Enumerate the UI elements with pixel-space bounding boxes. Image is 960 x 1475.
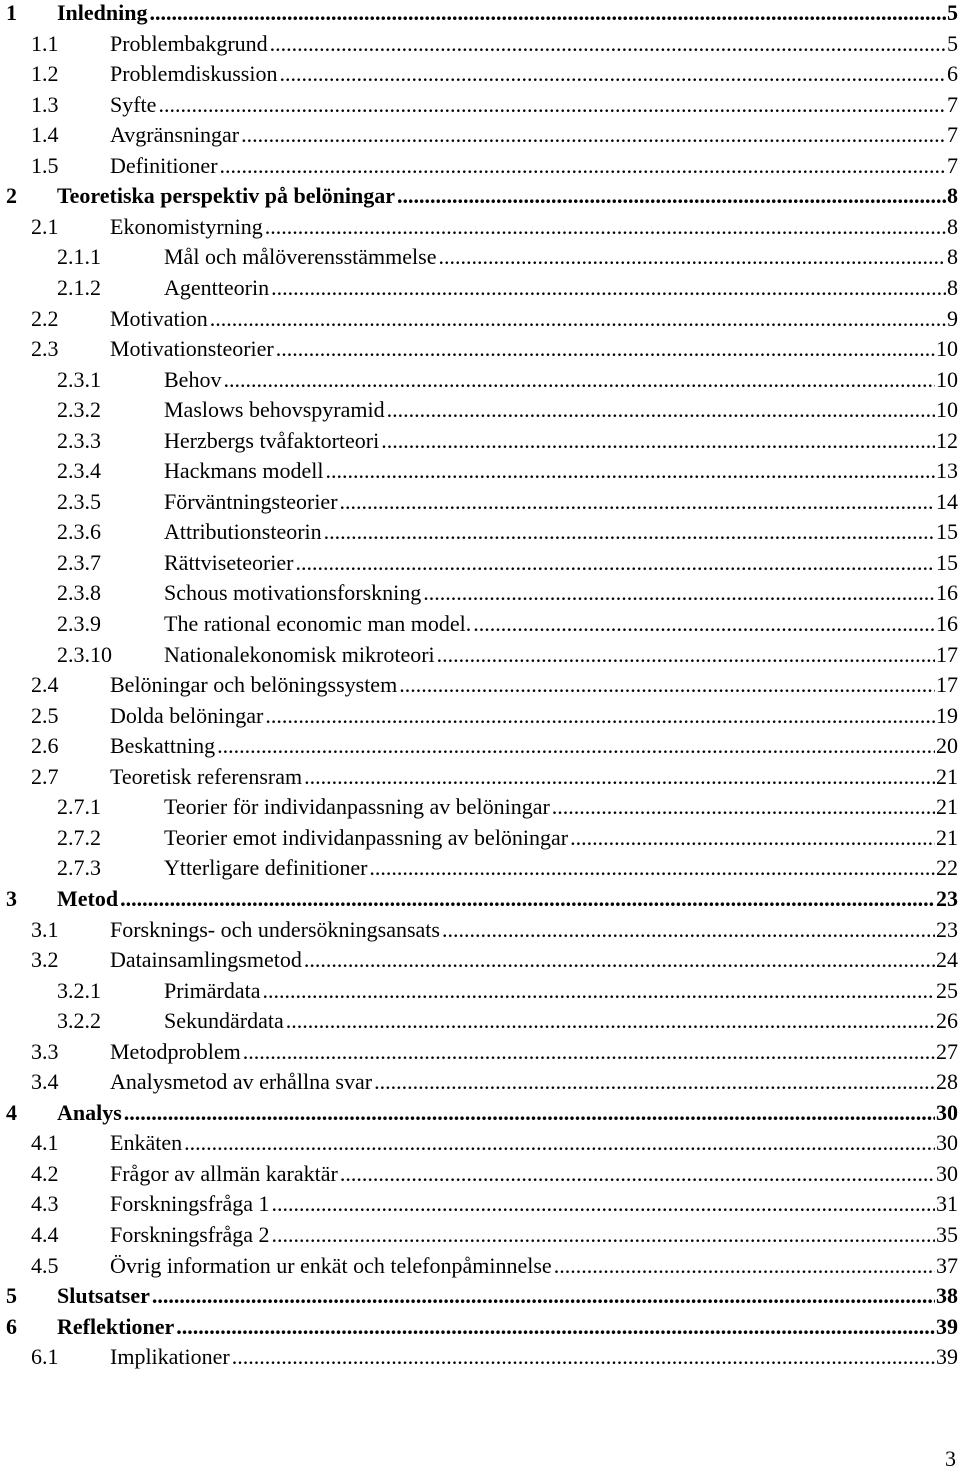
toc-entry-title: Datainsamlingsmetod (110, 947, 302, 973)
toc-entry[interactable] (0, 611, 958, 641)
toc-entry-page: 10 (936, 397, 958, 423)
dot-leader (381, 428, 935, 454)
dot-leader (399, 672, 935, 698)
toc-entry-title: Hackmans modell (164, 458, 324, 484)
toc-entry-title: Forsknings- och undersökningsansats (110, 916, 440, 942)
toc-entry-title: Rättviseteorier (164, 549, 294, 575)
toc-entry-number: 2.4 (31, 672, 59, 698)
dot-leader (270, 31, 946, 57)
toc-entry[interactable] (0, 733, 958, 763)
toc-entry-title: Övrig information ur enkät och telefonpåminnelse (110, 1252, 552, 1278)
toc-entry-title: Analys (57, 1099, 122, 1125)
dot-leader (304, 947, 935, 973)
dot-leader (152, 1283, 935, 1309)
toc-entry-page: 30 (936, 1160, 958, 1186)
toc-entry-page: 7 (947, 122, 958, 148)
toc-entry-title: Motivationsteorier (110, 336, 274, 362)
toc-entry-page: 22 (936, 855, 958, 881)
toc-entry-page: 15 (936, 519, 958, 545)
dot-leader (263, 978, 935, 1004)
toc-entry-title: Ekonomistyrning (110, 213, 263, 239)
toc-entry-number: 2.3.8 (57, 580, 101, 606)
toc-entry-title: Problemdiskussion (110, 61, 278, 87)
toc-entry-number: 4 (6, 1099, 17, 1125)
toc-entry[interactable] (0, 764, 958, 794)
toc-entry-title: Sekundärdata (164, 1008, 284, 1034)
toc-entry-number: 4.4 (31, 1222, 59, 1247)
toc-entry[interactable] (0, 1222, 958, 1252)
toc-entry[interactable] (0, 214, 958, 244)
toc-entry-page: 26 (936, 1008, 958, 1034)
dot-leader (265, 703, 935, 729)
toc-entry-number: 2.1.1 (57, 244, 101, 270)
toc-entry-title: Motivation (110, 305, 208, 331)
toc-entry-number: 6.1 (31, 1344, 59, 1370)
toc-entry-title: Forskningsfråga 2 (110, 1222, 270, 1247)
toc-entry-number: 6 (6, 1313, 17, 1339)
toc-entry[interactable] (0, 153, 958, 183)
toc-entry-number: 4.5 (31, 1252, 59, 1278)
toc-entry[interactable] (0, 489, 958, 519)
toc-entry-title: Implikationer (110, 1344, 230, 1370)
dot-leader (325, 458, 935, 484)
toc-entry[interactable] (0, 1283, 958, 1313)
dot-leader (438, 244, 946, 270)
toc-entry-page: 25 (936, 977, 958, 1003)
toc-entry-page: 5 (947, 30, 958, 56)
toc-entry-title: The rational economic man model. (164, 611, 472, 636)
toc-entry-number: 2.6 (31, 733, 59, 759)
toc-entry-number: 3.2 (31, 947, 59, 973)
toc-entry-title: Beskattning (110, 733, 216, 759)
toc-entry-page: 27 (936, 1038, 958, 1064)
toc-entry-number: 2.3.2 (57, 397, 101, 423)
toc-entry-title: Maslows behovspyramid (164, 397, 385, 423)
toc-entry-number: 2.7.3 (57, 855, 101, 881)
toc-entry-page: 17 (936, 641, 958, 667)
toc-entry-number: 1.2 (31, 61, 59, 87)
dot-leader (369, 855, 935, 881)
toc-entry-title: Förväntningsteorier (164, 488, 338, 514)
dot-leader (397, 183, 946, 209)
dot-leader (552, 794, 935, 820)
toc-entry-title: Agentteorin (164, 274, 270, 300)
toc-entry-number: 3.1 (31, 916, 59, 942)
toc-entry-page: 23 (936, 916, 958, 942)
toc-entry-page: 12 (936, 427, 958, 453)
dot-leader (120, 886, 935, 912)
toc-entry-number: 2.3.6 (57, 519, 101, 545)
toc-entry-page: 21 (936, 763, 958, 789)
dot-leader (220, 153, 946, 179)
toc-entry-number: 2.7.1 (57, 794, 101, 820)
toc-entry-title: Enkäten (110, 1130, 183, 1156)
toc-entry-page: 7 (947, 152, 958, 178)
dot-leader (184, 1130, 935, 1156)
toc-entry-page: 21 (936, 824, 958, 850)
toc-entry[interactable] (0, 1344, 958, 1374)
toc-entry-number: 4.3 (31, 1191, 59, 1217)
toc-entry-title: Attributionsteorin (164, 519, 322, 545)
toc-entry[interactable] (0, 61, 958, 91)
toc-entry-page: 21 (936, 794, 958, 820)
dot-leader (243, 1039, 935, 1065)
toc-entry-title: Teorier för individanpassning av belöningar (164, 794, 550, 820)
toc-entry-number: 2.2 (31, 305, 59, 331)
toc-entry-page: 39 (936, 1344, 958, 1370)
toc-entry-page: 10 (936, 336, 958, 362)
toc-entry-title: Definitioner (110, 152, 218, 178)
toc-entry[interactable] (0, 672, 958, 702)
toc-entry-number: 2.3.9 (57, 611, 101, 636)
toc-entry[interactable] (0, 825, 958, 855)
toc-entry-number: 1.1 (31, 30, 59, 56)
toc-entry-page: 38 (936, 1283, 958, 1309)
dot-leader (276, 336, 935, 362)
toc-entry-title: Analysmetod av erhållna svar (110, 1069, 373, 1095)
toc-entry-title: Primärdata (164, 977, 261, 1003)
toc-entry-page: 17 (936, 672, 958, 698)
toc-entry-title: Teoretisk referensram (110, 763, 303, 789)
dot-leader (176, 1314, 935, 1340)
toc-entry[interactable] (0, 917, 958, 947)
toc-entry-page: 37 (936, 1252, 958, 1278)
toc-entry-number: 4.1 (31, 1130, 59, 1156)
toc-entry-page: 8 (947, 274, 958, 300)
toc-entry[interactable] (0, 1161, 958, 1191)
toc-entry[interactable] (0, 428, 958, 458)
toc-entry[interactable] (0, 978, 958, 1008)
toc-entry[interactable] (0, 1253, 958, 1283)
toc-entry-page: 39 (936, 1313, 958, 1339)
toc-entry-title: Frågor av allmän karaktär (110, 1160, 338, 1186)
dot-leader (304, 764, 935, 790)
toc-entry[interactable] (0, 886, 958, 916)
toc-entry-title: Teoretiska perspektiv på belöningar (57, 183, 395, 209)
toc-entry-number: 3 (6, 885, 17, 911)
toc-entry-number: 2.1 (31, 213, 59, 239)
toc-entry-title: Ytterligare definitioner (164, 855, 368, 881)
toc-entry[interactable] (0, 183, 958, 213)
toc-entry-number: 3.2.2 (57, 1008, 101, 1034)
toc-entry-page: 8 (947, 183, 958, 209)
dot-leader (232, 1344, 935, 1370)
toc-entry[interactable] (0, 275, 958, 305)
toc-entry-title: Dolda belöningar (110, 702, 264, 728)
toc-entry-number: 2.5 (31, 702, 59, 728)
toc-entry-title: Metod (57, 885, 119, 911)
toc-entry-title: Mål och målöverensstämmelse (164, 244, 437, 270)
toc-entry[interactable] (0, 31, 958, 61)
toc-entry-title: Syfte (110, 91, 157, 117)
toc-entry-title: Reflektioner (57, 1313, 175, 1339)
dot-leader (387, 397, 935, 423)
toc-entry[interactable] (0, 1314, 958, 1344)
toc-entry-title: Inledning (57, 0, 148, 25)
toc-entry[interactable] (0, 92, 958, 122)
toc-entry-page: 14 (936, 488, 958, 514)
dot-leader (286, 1008, 935, 1034)
toc-entry-title: Nationalekonomisk mikroteori (164, 641, 435, 667)
toc-entry-number: 1.3 (31, 91, 59, 117)
toc-entry-number: 2 (6, 183, 17, 209)
dot-leader (223, 367, 935, 393)
toc-entry-number: 2.7 (31, 763, 59, 789)
toc-entry[interactable] (0, 367, 958, 397)
dot-leader (473, 611, 935, 637)
toc-entry-number: 1.4 (31, 122, 59, 148)
page-number: 3 (945, 1446, 956, 1471)
toc-entry-title: Teorier emot individanpassning av belöningar (164, 824, 569, 850)
dot-leader (158, 92, 946, 118)
toc-entry-page: 7 (947, 91, 958, 117)
toc-entry-page: 6 (947, 61, 958, 87)
toc-entry-title: Metodproblem (110, 1038, 241, 1064)
dot-leader (437, 642, 935, 668)
toc-entry[interactable] (0, 1191, 958, 1221)
toc-entry-number: 2.7.2 (57, 824, 101, 850)
toc-entry-page: 13 (936, 458, 958, 484)
toc-entry[interactable] (0, 550, 958, 580)
toc-entry[interactable] (0, 947, 958, 977)
dot-leader (340, 489, 935, 515)
toc-entry-page: 16 (936, 580, 958, 606)
dot-leader (570, 825, 935, 851)
dot-leader (324, 519, 935, 545)
toc-entry-number: 1 (6, 0, 17, 25)
toc-entry-number: 2.3.10 (57, 641, 112, 667)
dot-leader (296, 550, 935, 576)
toc-entry[interactable] (0, 0, 958, 30)
toc-entry[interactable] (0, 580, 958, 610)
toc-entry[interactable] (0, 458, 958, 488)
dot-leader (340, 1161, 935, 1187)
dot-leader (124, 1100, 935, 1126)
toc-entry-page: 19 (936, 702, 958, 728)
toc-entry[interactable] (0, 1100, 958, 1130)
toc-entry[interactable] (0, 1039, 958, 1069)
toc-entry-number: 5 (6, 1283, 17, 1309)
toc-entry[interactable] (0, 336, 958, 366)
toc-entry-title: Slutsatser (57, 1283, 150, 1309)
toc-entry-page: 5 (947, 0, 958, 25)
toc-entry-title: Problembakgrund (110, 30, 268, 56)
toc-entry-page: 16 (936, 611, 958, 636)
toc-entry-number: 2.3.3 (57, 427, 101, 453)
toc-entry-page: 8 (947, 213, 958, 239)
toc-entry-number: 4.2 (31, 1160, 59, 1186)
toc-entry-page: 23 (936, 885, 958, 911)
toc-entry-title: Forskningsfråga 1 (110, 1191, 270, 1217)
dot-leader (217, 733, 935, 759)
dot-leader (241, 122, 946, 148)
toc-entry[interactable] (0, 122, 958, 152)
toc-entry[interactable] (0, 519, 958, 549)
toc-entry-number: 3.4 (31, 1069, 59, 1095)
toc-entry-number: 3.3 (31, 1038, 59, 1064)
dot-leader (279, 61, 946, 87)
toc-entry[interactable] (0, 1069, 958, 1099)
toc-entry-number: 1.5 (31, 152, 59, 178)
toc-entry-page: 9 (947, 305, 958, 331)
dot-leader (442, 917, 935, 943)
dot-leader (271, 1191, 935, 1217)
toc-entry-title: Behov (164, 366, 222, 392)
toc-entry-title: Belöningar och belöningssystem (110, 672, 398, 698)
toc-entry[interactable] (0, 642, 958, 672)
toc-entry-page: 10 (936, 366, 958, 392)
toc-entry-page: 20 (936, 733, 958, 759)
toc-entry-number: 2.3 (31, 336, 59, 362)
dot-leader (271, 1222, 935, 1248)
toc-entry-page: 28 (936, 1069, 958, 1095)
toc-entry[interactable] (0, 703, 958, 733)
toc-entry-title: Herzbergs tvåfaktorteori (164, 427, 380, 453)
toc-entry-page: 8 (947, 244, 958, 270)
toc-entry-number: 3.2.1 (57, 977, 101, 1003)
toc-entry-number: 2.3.5 (57, 488, 101, 514)
toc-entry-page: 30 (936, 1130, 958, 1156)
dot-leader (554, 1253, 935, 1279)
dot-leader (374, 1069, 935, 1095)
dot-leader (150, 0, 947, 26)
toc-entry-number: 2.3.1 (57, 366, 101, 392)
toc-entry-title: Avgränsningar (110, 122, 240, 148)
toc-entry[interactable] (0, 306, 958, 336)
toc-entry[interactable] (0, 1008, 958, 1038)
toc-entry[interactable] (0, 794, 958, 824)
toc-entry-page: 24 (936, 947, 958, 973)
toc-entry-number: 2.3.4 (57, 458, 101, 484)
toc-entry-title: Schous motivationsforskning (164, 580, 422, 606)
toc-entry-number: 2.1.2 (57, 274, 101, 300)
dot-leader (423, 580, 935, 606)
dot-leader (265, 214, 946, 240)
toc-entry[interactable] (0, 855, 958, 885)
dot-leader (271, 275, 946, 301)
toc-entry-page: 31 (936, 1191, 958, 1217)
dot-leader (210, 306, 946, 332)
toc-entry-page: 35 (936, 1222, 958, 1247)
toc-entry[interactable] (0, 244, 958, 274)
toc-entry[interactable] (0, 1130, 958, 1160)
toc-entry[interactable] (0, 397, 958, 427)
toc-entry-page: 15 (936, 549, 958, 575)
toc-entry-number: 2.3.7 (57, 549, 101, 575)
toc-entry-page: 30 (936, 1099, 958, 1125)
